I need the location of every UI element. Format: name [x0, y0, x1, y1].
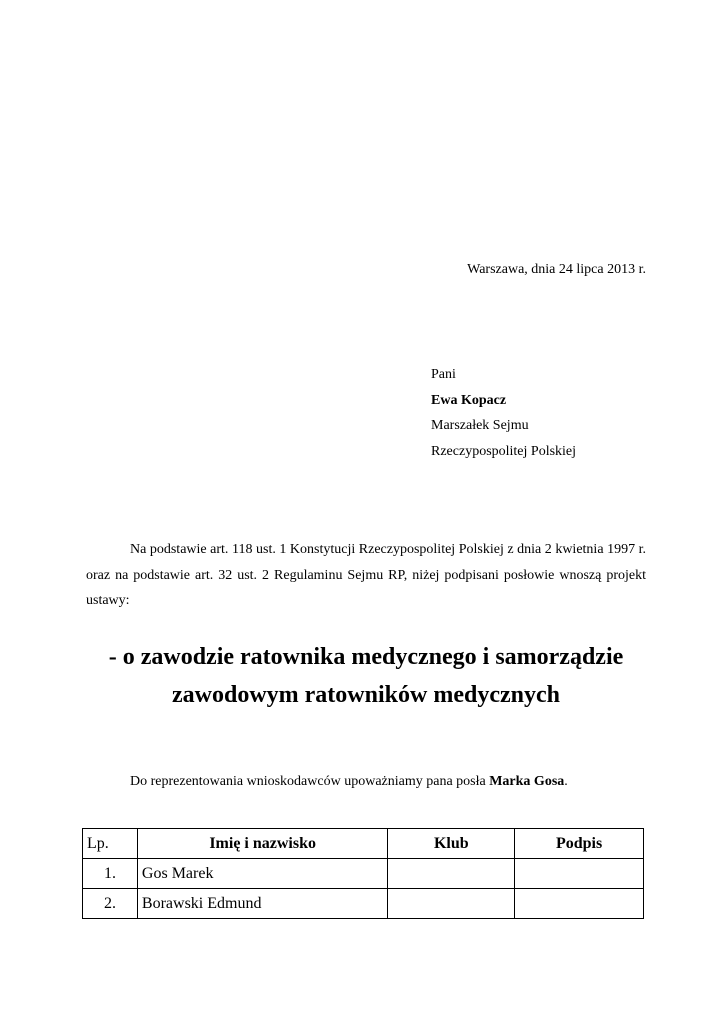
addressee-salutation: Pani	[431, 367, 456, 382]
representative-name: Marka Gosa	[489, 774, 565, 789]
representation-suffix: .	[564, 774, 568, 789]
header-lp: Lp.	[83, 829, 138, 859]
row-name: Gos Marek	[137, 859, 388, 889]
intro-paragraph: Na podstawie art. 118 ust. 1 Konstytucji Rzeczypospolitej Polskiej z dnia 2 kwietnia 1997 r. oraz na podstawie art. 32 ust. 2 Regulaminu Sejmu RP, niżej podpisani posłowie wnoszą projekt ustawy:	[86, 542, 646, 608]
row-lp: 1.	[83, 859, 138, 889]
row-lp: 2.	[83, 889, 138, 919]
signatures-table	[82, 828, 644, 919]
addressee-institution: Rzeczypospolitej Polskiej	[431, 443, 577, 459]
addressee-position: Marszałek Sejmu	[431, 418, 529, 433]
addressee-block	[431, 362, 576, 464]
table-header-row	[83, 829, 644, 859]
representation-line	[130, 774, 568, 790]
table-row	[83, 889, 644, 919]
bill-title-line-1: - o zawodzie ratownika medycznego i samorządzie	[108, 644, 624, 670]
row-name: Borawski Edmund	[137, 889, 388, 919]
row-signature	[515, 859, 644, 889]
header-name: Imię i nazwisko	[137, 829, 388, 859]
row-signature	[515, 889, 644, 919]
representation-text: Do reprezentowania wnioskodawców upoważniamy pana posła	[130, 774, 490, 789]
header-club: Klub	[388, 829, 515, 859]
bill-title-line-2: zawodowym ratowników medycznych	[172, 682, 560, 708]
addressee-name: Ewa Kopacz	[431, 392, 507, 408]
table-row	[83, 859, 644, 889]
header-signature: Podpis	[515, 829, 644, 859]
row-club	[388, 889, 515, 919]
row-club	[388, 859, 515, 889]
bill-title	[60, 638, 672, 714]
date-line: Warszawa, dnia 24 lipca 2013 r.	[467, 262, 646, 277]
